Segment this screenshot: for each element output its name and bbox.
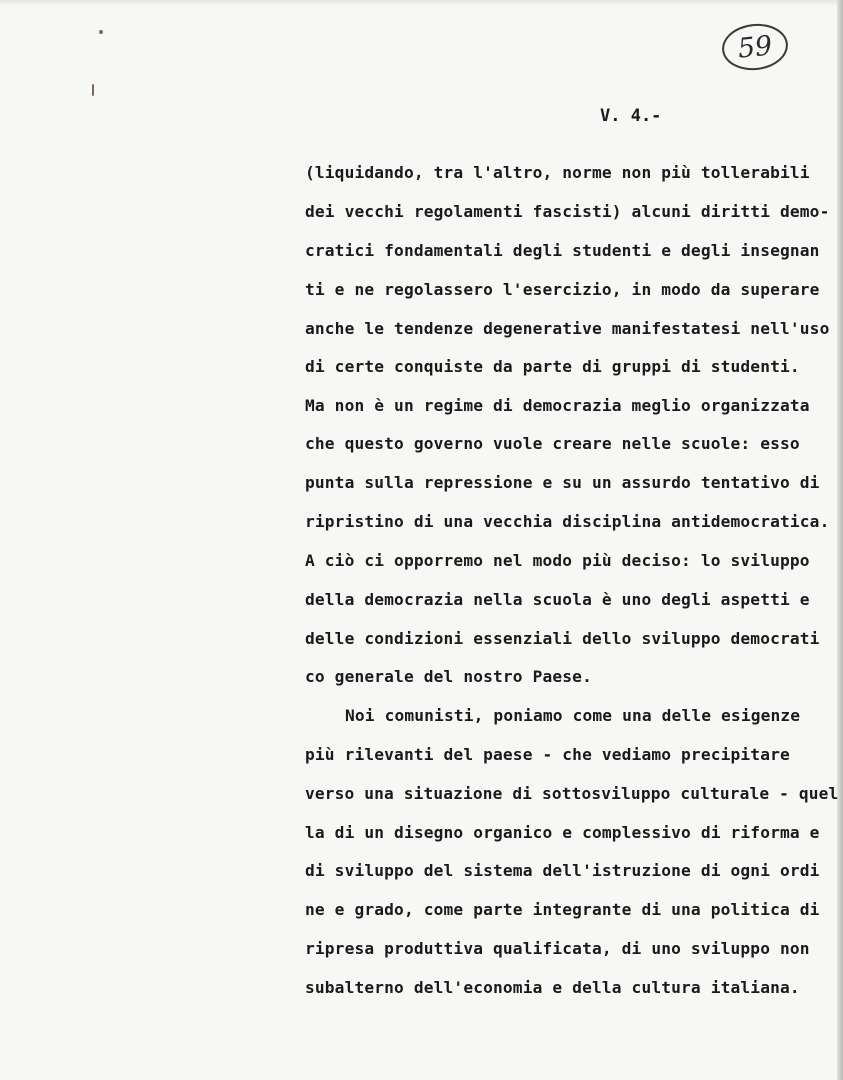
- text-line: di certe conquiste da parte di gruppi di studenti.: [305, 357, 800, 376]
- text-line: A ciò ci opporremo nel modo più deciso: lo sviluppo: [305, 551, 810, 570]
- text-line: Ma non è un regime di democrazia meglio organizzata: [305, 396, 810, 415]
- text-line: che questo governo vuole creare nelle scuole: esso: [305, 434, 800, 453]
- text-line: cratici fondamentali degli studenti e degli insegnan: [305, 241, 820, 260]
- text-line: delle condizioni essenziali dello sviluppo democrati: [305, 629, 820, 648]
- text-line: dei vecchi regolamenti fascisti) alcuni diritti demo-: [305, 202, 830, 221]
- text-line: Noi comunisti, poniamo come una delle esigenze: [345, 706, 801, 725]
- page-number-stamp: [720, 21, 790, 74]
- text-line: anche le tendenze degenerative manifestatesi nell'uso: [305, 319, 830, 338]
- page-right-edge: [837, 0, 843, 1080]
- page-top-edge: [0, 0, 843, 6]
- text-line: co generale del nostro Paese.: [305, 667, 592, 686]
- text-line: (liquidando, tra l'altro, norme non più tollerabili: [305, 163, 810, 182]
- text-line: ti e ne regolassero l'esercizio, in modo da superare: [305, 280, 820, 299]
- page-number: 59: [736, 29, 774, 65]
- text-line: punta sulla repressione e su un assurdo tentativo di: [305, 473, 820, 492]
- text-line: di sviluppo del sistema dell'istruzione di ogni ordi: [305, 861, 820, 880]
- text-line: più rilevanti del paese - che vediamo precipitare: [305, 745, 790, 764]
- margin-speck: [92, 84, 94, 96]
- text-line: subalterno dell'economia e della cultura italiana.: [305, 978, 800, 997]
- text-line: della democrazia nella scuola è uno degli aspetti e: [305, 590, 810, 609]
- text-line: ripristino di una vecchia disciplina antidemocratica.: [305, 512, 830, 531]
- text-line: verso una situazione di sottosviluppo culturale - quel: [305, 784, 839, 803]
- text-line: ripresa produttiva qualificata, di uno sviluppo non: [305, 939, 810, 958]
- text-line: la di un disegno organico e complessivo di riforma e: [305, 823, 820, 842]
- text-line: ne e grado, come parte integrante di una politica di: [305, 900, 820, 919]
- margin-speck: [99, 30, 103, 34]
- page-reference: V. 4.-: [600, 106, 662, 126]
